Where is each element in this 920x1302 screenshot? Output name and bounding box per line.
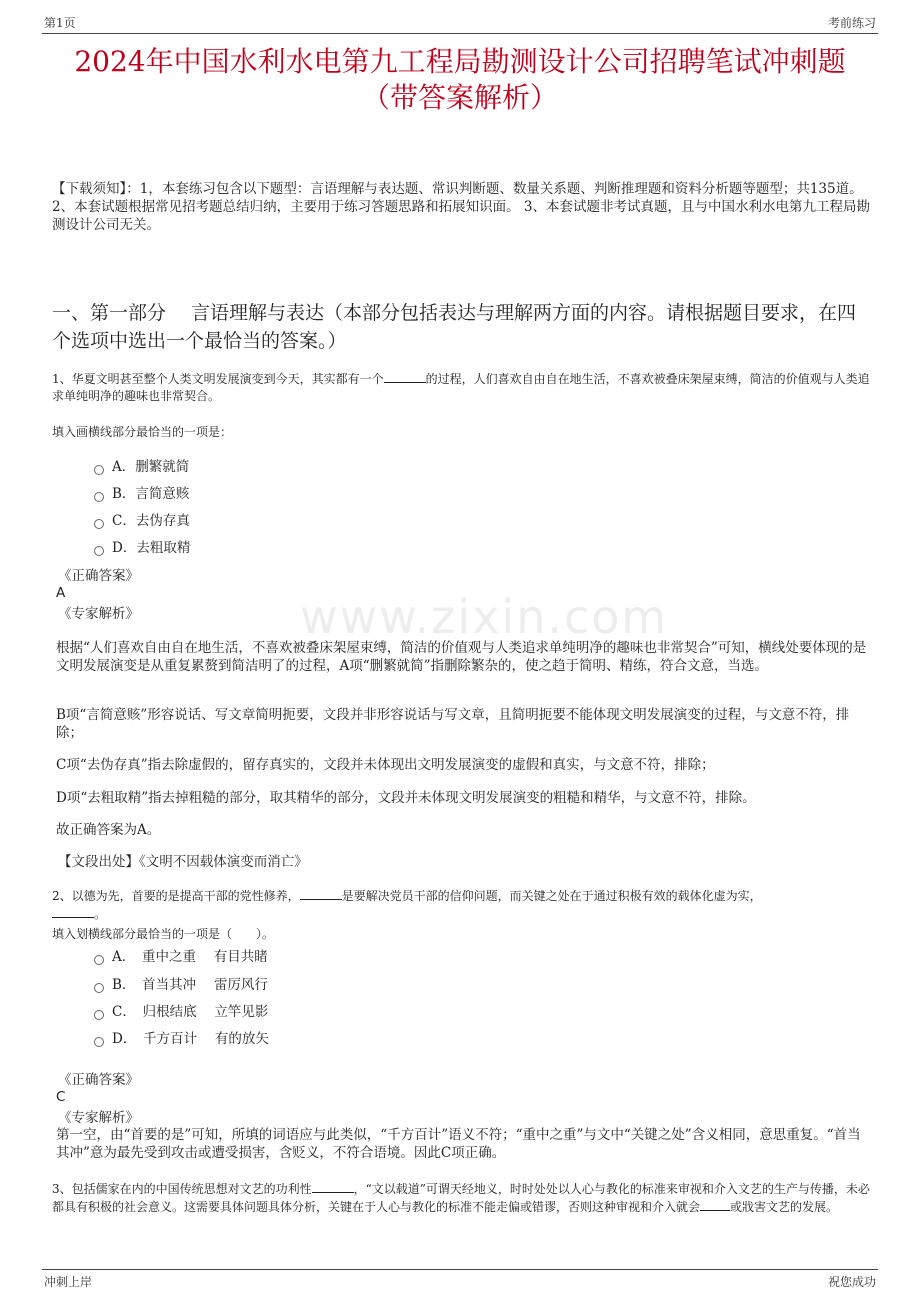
option-b[interactable] bbox=[94, 485, 189, 503]
footer-right: 祝您成功 bbox=[827, 1275, 876, 1289]
question-1-prompt: 填入画横线部分最恰当的一项是： bbox=[52, 425, 233, 439]
expert-analysis-label: 《专家解析》 bbox=[58, 1110, 139, 1126]
option-a[interactable] bbox=[94, 458, 189, 476]
analysis-paragraph: 故正确答案为A。 bbox=[56, 822, 161, 838]
option-label: C．去伪存真 bbox=[112, 513, 190, 529]
option-label: A．删繁就简 bbox=[112, 459, 190, 475]
radio-button[interactable] bbox=[94, 1010, 104, 1020]
question-3-stem-part3: 或戕害文艺的发展。 bbox=[730, 1200, 839, 1214]
option-d[interactable] bbox=[94, 1030, 269, 1048]
header-label: 考前练习 bbox=[827, 16, 876, 30]
document-title: 2024年中国水利水电第九工程局勘测设计公司招聘笔试冲刺题 bbox=[74, 45, 846, 78]
question-1-stem-part2: 的过程，人们喜欢自由自在地生活，不喜欢被叠床架屋束缚，简洁的价值观与人类追求单纯明净的趣味也非常契合。 bbox=[52, 372, 870, 403]
radio-button[interactable] bbox=[94, 465, 104, 475]
option-label: B． 首当其冲 雷厉风行 bbox=[112, 977, 268, 993]
question-3-stem-part2: ，“文以载道”可谓天经地义，时时处处以人心与教化的标准来审视和介入文艺的生产与传播，未必都具有积极的社会意义。这需要具体问题具体分析，关键在于人心与教化的标准不能走偏或错谬，否则这种审视和介入就会 bbox=[52, 1182, 870, 1214]
expert-analysis-label: 《专家解析》 bbox=[58, 606, 139, 622]
option-label: B．言简意赅 bbox=[112, 486, 190, 502]
question-2-stem-part3: 。 bbox=[94, 907, 107, 921]
correct-answer: C bbox=[56, 1089, 66, 1105]
correct-answer-label: 《正确答案》 bbox=[58, 1072, 139, 1088]
radio-button[interactable] bbox=[94, 492, 104, 502]
radio-button[interactable] bbox=[94, 983, 104, 993]
radio-button[interactable] bbox=[94, 546, 104, 556]
option-label: A． 重中之重 有目共睹 bbox=[112, 949, 268, 965]
question-3-stem bbox=[52, 1180, 870, 1216]
option-c[interactable] bbox=[94, 512, 190, 530]
option-label: D．去粗取精 bbox=[112, 540, 191, 556]
header-rule bbox=[42, 33, 878, 34]
question-2-prompt: 填入划横线部分最恰当的一项是（ ）。 bbox=[52, 927, 275, 941]
radio-button[interactable] bbox=[94, 1037, 104, 1047]
question-1-stem-part1: 1、华夏文明甚至整个人类文明发展演变到今天，其实都有一个 bbox=[52, 372, 384, 386]
option-a[interactable] bbox=[94, 948, 268, 966]
analysis-paragraph: 第一空，由“首要的是”可知，所填的词语应与此类似，“千方百计”语义不符；“重中之重”与文中“关键之处”含义相同，意思重复。“首当其冲”意为最先受到攻击或遭受损害，含贬义，不符合语境。因此C项正确。 bbox=[56, 1127, 861, 1161]
radio-button[interactable] bbox=[94, 955, 104, 965]
analysis-paragraph: C项“去伪存真”指去除虚假的，留存真实的，文段并未体现出文明发展演变的虚假和真实，与文意不符，排除； bbox=[56, 757, 715, 773]
document-subtitle: （带答案解析） bbox=[361, 81, 558, 114]
correct-answer: A bbox=[56, 585, 66, 601]
option-label: C． 归根结底 立竿见影 bbox=[112, 1004, 269, 1020]
option-d[interactable] bbox=[94, 539, 190, 557]
section-heading: 一、第一部分 言语理解与表达（本部分包括表达与理解两方面的内容。请根据题目要求，在四个选项中选出一个最恰当的答案。） bbox=[52, 302, 857, 352]
page-number: 第1页 bbox=[44, 16, 76, 30]
analysis-paragraph: D项“去粗取精”指去掉粗糙的部分，取其精华的部分，文段并未体现文明发展演变的粗糙和精华，与文意不符，排除。 bbox=[56, 790, 756, 806]
question-3-stem-part1: 3、包括儒家在内的中国传统思想对文艺的功利性 bbox=[52, 1182, 312, 1196]
answer-blank bbox=[312, 1180, 354, 1193]
correct-answer-label: 《正确答案》 bbox=[58, 568, 139, 584]
radio-button[interactable] bbox=[94, 519, 104, 529]
option-label: D． 千方百计 有的放矢 bbox=[112, 1031, 269, 1047]
watermark: www.zixin.com bbox=[300, 590, 669, 644]
download-notice: 【下载须知】：1，本套练习包含以下题型：言语理解与表达题、常识判断题、数量关系题、判断推理题和资料分析题等题型；共135道。 2、本套试题根据常见招考题总结归纳，主要用于练习答题思路和拓展知识面。 3、本套试题非考试真题，且与中国水利水电第九工程局勘测设计公司无关。 bbox=[52, 181, 870, 233]
answer-blank bbox=[700, 1198, 730, 1211]
answer-blank bbox=[384, 370, 426, 383]
answer-blank bbox=[300, 887, 342, 900]
question-2-stem-part1: 2、以德为先，首要的是提高干部的党性修养， bbox=[52, 889, 300, 903]
text-source: 【文段出处】《文明不因载体演变而消亡》 bbox=[58, 854, 308, 870]
analysis-paragraph: 根据“人们喜欢自由自在地生活，不喜欢被叠床架屋束缚，简洁的价值观与人类追求单纯明净的趣味也非常契合”可知，横线处要体现的是文明发展演变是从重复累赘到简洁明了的过程，A项“删繁就简”指删除繁杂的，使之趋于简明、精练，符合文意，当选。 bbox=[56, 640, 867, 674]
answer-blank bbox=[52, 905, 94, 918]
analysis-paragraph: B项“言简意赅”形容说话、写文章简明扼要，文段并非形容说话与写文章，且简明扼要不能体现文明发展演变的过程，与文意不符，排除； bbox=[56, 707, 850, 741]
option-c[interactable] bbox=[94, 1003, 268, 1021]
question-2-stem bbox=[52, 887, 792, 923]
question-2-stem-part2: 是要解决党员干部的信仰问题，而关键之处在于通过积极有效的载体化虚为实， bbox=[341, 889, 762, 903]
option-b[interactable] bbox=[94, 976, 268, 994]
footer-left: 冲刺上岸 bbox=[44, 1275, 93, 1289]
footer-rule bbox=[42, 1269, 878, 1270]
question-1-stem bbox=[52, 370, 870, 405]
